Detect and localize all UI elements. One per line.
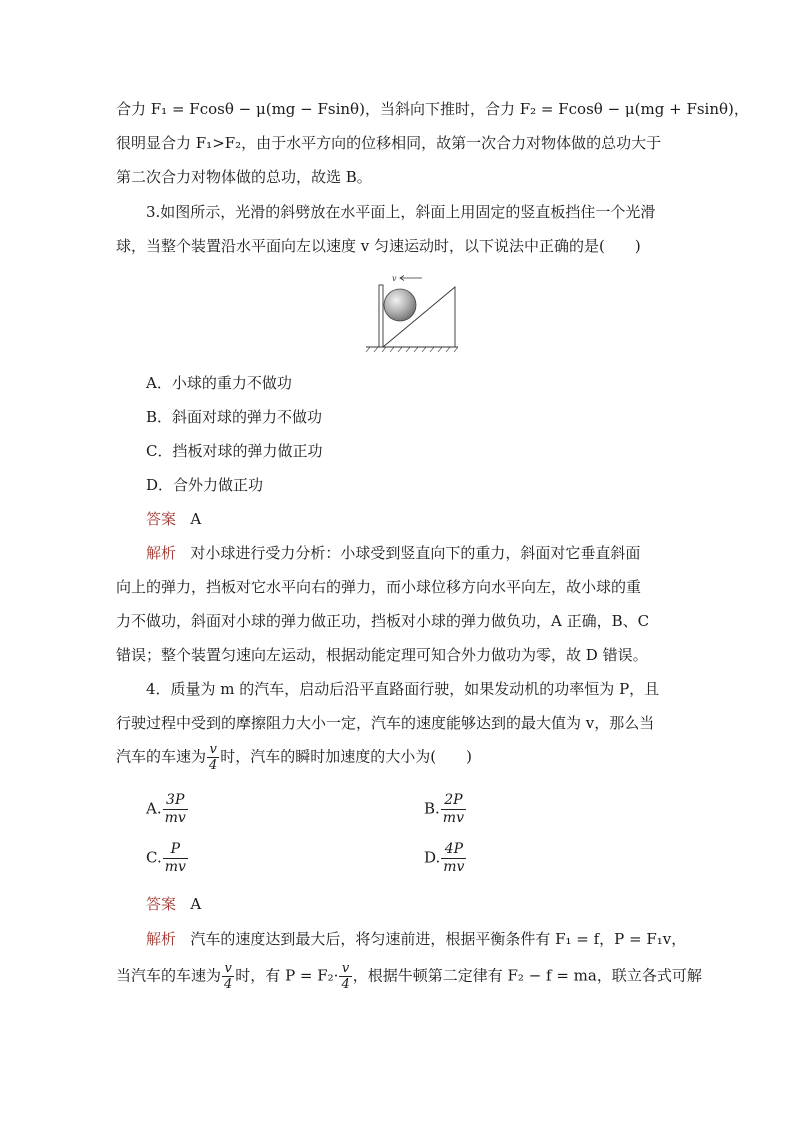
question-4-stem-cont: 行驶过程中受到的摩擦阻力大小一定，汽车的速度能够达到的最大值为 v，那么当 <box>116 714 655 732</box>
option-fraction <box>441 792 466 827</box>
analysis-text: 错误；整个装置匀速向左运动，根据动能定理可知合外力做功为零，故 D 错误。 <box>116 646 648 664</box>
fraction-numerator: v <box>222 961 234 977</box>
ball <box>384 289 416 321</box>
option-b: B．斜面对球的弹力不做功 <box>146 408 323 426</box>
option-fraction <box>163 792 188 827</box>
analysis-text: 当汽车的车速为 <box>116 966 222 985</box>
fraction-numerator: v <box>207 742 219 758</box>
fraction-numerator: v <box>339 961 351 977</box>
answer-label: 答案 <box>146 510 177 528</box>
option-letter: D. <box>424 848 441 867</box>
fraction-denominator: mv <box>443 859 465 875</box>
fraction-denominator: 4 <box>224 977 233 992</box>
fraction-numerator: 2P <box>441 792 466 810</box>
stem-text: 时，汽车的瞬时加速度的大小为( ) <box>220 747 473 766</box>
analysis-text <box>116 961 702 992</box>
analysis-text: ，根据牛顿第二定律有 F₂ − f = ma，联立各式可解 <box>352 966 702 985</box>
answer-label: 答案 <box>146 895 177 913</box>
option-a: A．小球的重力不做功 <box>146 374 292 392</box>
fraction-numerator: P <box>163 841 188 859</box>
analysis-text: 汽车的速度达到最大后，将匀速前进，根据平衡条件有 F₁ = f，P = F₁v， <box>190 930 687 948</box>
option-c <box>146 841 189 876</box>
analysis-line <box>146 929 686 949</box>
option-fraction <box>441 841 466 876</box>
analysis-text: 力不做功，斜面对小球的弹力做正功，挡板对小球的弹力做负功，A 正确，B、C <box>116 612 650 630</box>
question-4-stem-cont <box>116 742 472 773</box>
text-line: 很明显合力 F₁>F₂，由于水平方向的位移相同，故第一次合力对物体做的总功大于 <box>116 134 662 152</box>
fraction-denominator: mv <box>442 810 464 826</box>
fraction-denominator: 4 <box>209 758 218 773</box>
vertical-board <box>379 285 383 347</box>
answer-value: A <box>190 510 202 528</box>
fraction-numerator: 3P <box>163 792 188 810</box>
option-d <box>424 841 467 876</box>
fraction-numerator: 4P <box>441 841 466 859</box>
analysis-text: 时，有 P = F₂· <box>235 966 339 985</box>
answer-line <box>146 894 201 914</box>
option-fraction <box>163 841 188 876</box>
option-letter: A. <box>146 799 162 818</box>
fraction-denominator: mv <box>164 810 186 826</box>
option-b <box>424 792 467 827</box>
answer-value: A <box>190 895 202 913</box>
option-letter: C. <box>146 848 162 867</box>
answer-line <box>146 509 201 529</box>
fraction-v-over-4 <box>222 961 234 992</box>
stem-text: 汽车的车速为 <box>116 747 207 766</box>
option-d: D．合外力做正功 <box>146 476 264 494</box>
analysis-label: 解析 <box>146 930 177 948</box>
option-letter: B. <box>424 799 440 818</box>
fraction-denominator: 4 <box>341 977 350 992</box>
question-3-stem-cont: 球，当整个装置沿水平面向左以速度 v 匀速运动时，以下说法中正确的是( ) <box>116 237 641 255</box>
question-3-stem: 3.如图所示，光滑的斜劈放在水平面上，斜面上用固定的竖直板挡住一个光滑 <box>146 203 656 221</box>
analysis-text: 向上的弹力，挡板对它水平向右的弹力，而小球位移方向水平向左，故小球的重 <box>116 578 642 596</box>
option-c: C．挡板对球的弹力做正功 <box>146 442 323 460</box>
text-line: 第二次合力对物体做的总功，故选 B。 <box>116 168 372 186</box>
fraction-denominator: mv <box>164 859 186 875</box>
fraction-v-over-4 <box>207 742 219 773</box>
text-line: 合力 F₁ = Fcosθ − μ(mg − Fsinθ)，当斜向下推时，合力 F₂ = Fcosθ − μ(mg + Fsinθ)， <box>116 100 749 118</box>
incline-ball-figure <box>362 268 462 354</box>
option-a <box>146 792 189 827</box>
analysis-text: 对小球进行受力分析：小球受到竖直向下的重力，斜面对它垂直斜面 <box>190 544 641 562</box>
fraction-v-over-4 <box>339 961 351 992</box>
analysis-line <box>146 543 640 563</box>
velocity-label: v <box>392 274 397 283</box>
ground-hatch <box>366 347 458 352</box>
analysis-label: 解析 <box>146 544 177 562</box>
question-4-stem: 4．质量为 m 的汽车，启动后沿平直路面行驶，如果发动机的功率恒为 P，且 <box>146 680 660 698</box>
